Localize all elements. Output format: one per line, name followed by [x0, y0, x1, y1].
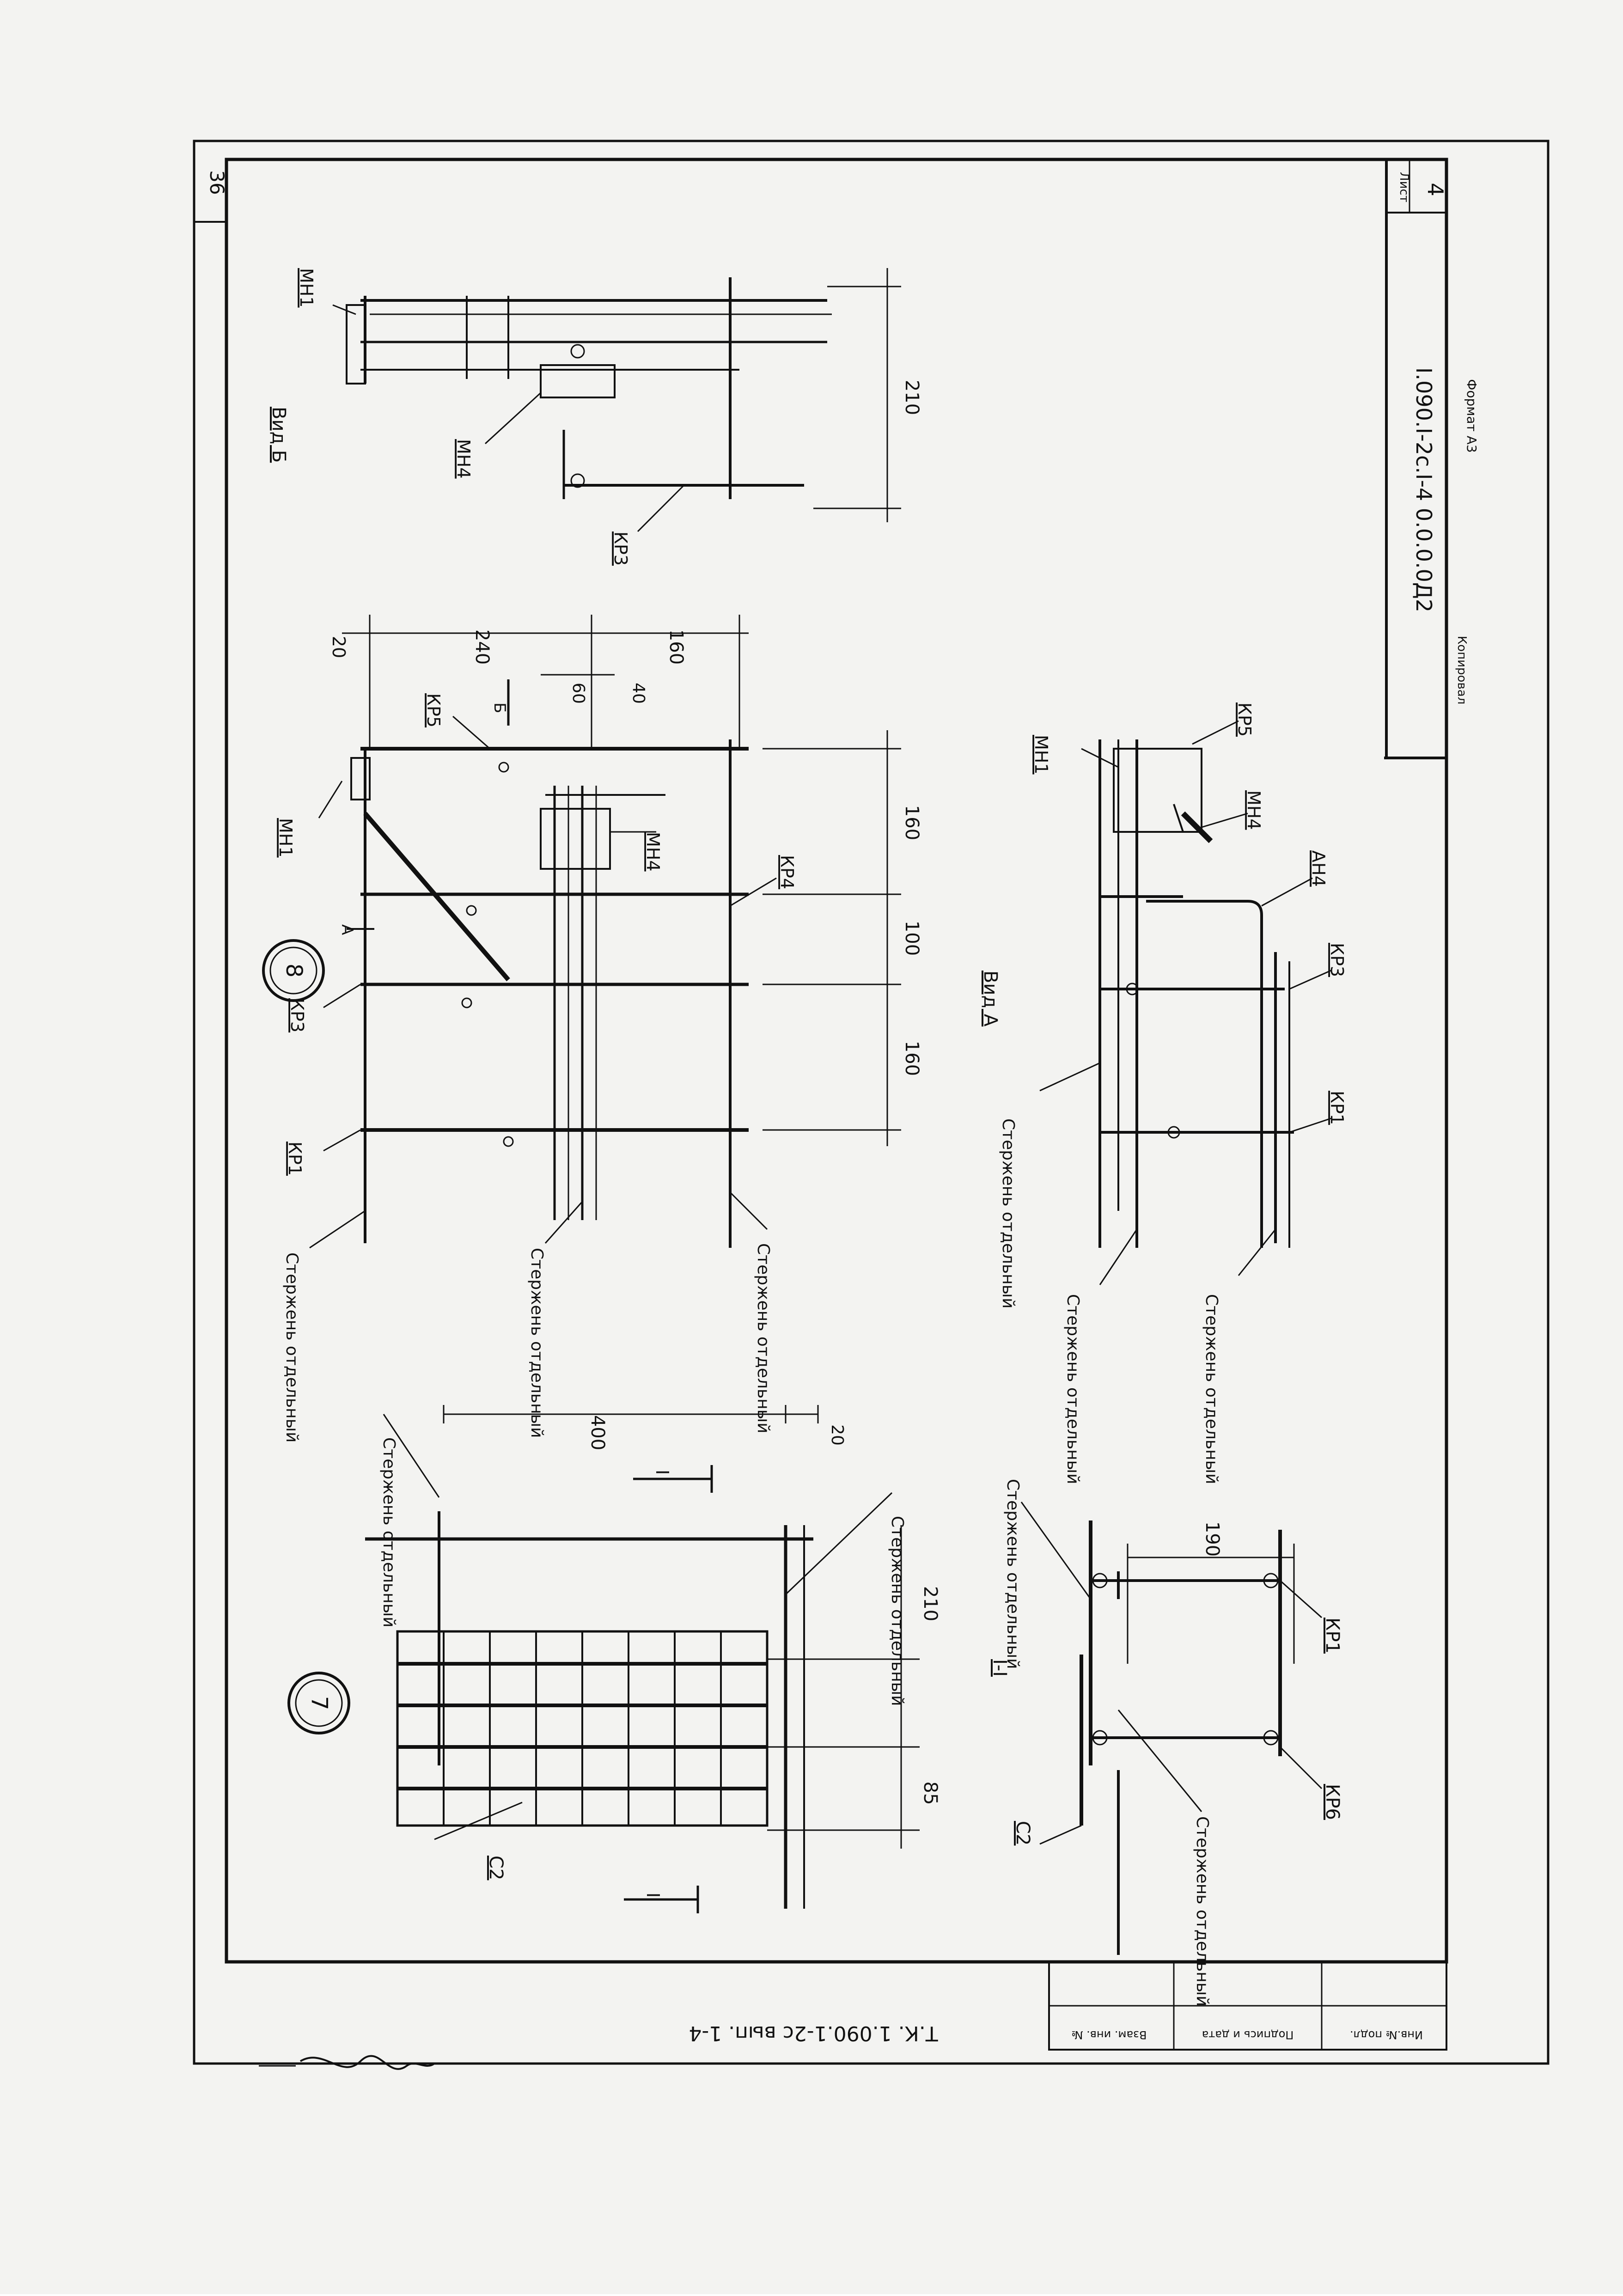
view-b-title: Вид Б: [268, 407, 289, 463]
corner-sheet-number: 36: [206, 170, 228, 195]
title-block: [1384, 159, 1479, 758]
section-I-I: [989, 1479, 1343, 2007]
sheet-label: Лист: [1397, 172, 1411, 202]
dim-60: 60: [569, 683, 588, 704]
stamp-col1: Инв.№ подл.: [1350, 2028, 1423, 2041]
mn4-plate: [541, 809, 610, 869]
sheet-number: 4: [1423, 183, 1448, 196]
section-kp1-label: КР1: [1322, 1618, 1343, 1654]
d8-mn1-label: МН1: [275, 818, 296, 858]
view-b-mn1-plate: [347, 305, 365, 384]
d8-kp3-label: КР3: [287, 998, 307, 1033]
document-code: I.090.I-2c.I-4 0.0.0.0Д2: [1411, 367, 1436, 613]
inner-frame: [226, 159, 1446, 1962]
view-b-arrow-label: Б: [490, 702, 509, 714]
va-rod-2: Стержень отдельный: [1063, 1294, 1082, 1484]
vb-mn4-label: МН4: [453, 439, 474, 479]
view-A: [980, 702, 1347, 1484]
dim-190: 190: [1202, 1521, 1223, 1557]
stamp-col2: Подпись и дата: [1202, 2028, 1294, 2041]
d8-mn4-label: МН4: [643, 832, 663, 872]
vb-dim-210: 210: [901, 379, 922, 415]
section-mesh-label: С2: [1012, 1821, 1033, 1846]
detail-8: [263, 615, 922, 1443]
vb-mn1-label: МН1: [296, 268, 317, 308]
section-title: I-I: [989, 1659, 1010, 1677]
dim-210: 210: [920, 1586, 941, 1622]
view-a-title: Вид А: [980, 971, 1001, 1027]
mesh-c2: [397, 1631, 767, 1826]
dim-160-b: 160: [901, 1040, 922, 1076]
va-kp5-label: КР5: [1234, 702, 1255, 737]
dim-160-a: 160: [901, 805, 922, 841]
dim-400: 400: [587, 1415, 608, 1451]
dim-85: 85: [920, 1781, 941, 1805]
d8-rod-1: Стержень отдельный: [282, 1252, 301, 1443]
va-rod-1: Стержень отдельный: [999, 1118, 1018, 1309]
va-kp1-label: КР1: [1327, 1091, 1347, 1125]
d8-rod-2: Стержень отдельный: [527, 1248, 546, 1438]
view-B: [268, 268, 922, 566]
va-kp3-label: КР3: [1327, 943, 1347, 977]
detail-7-rod-label-top: Стержень отдельный: [379, 1437, 398, 1628]
dim-240: 240: [471, 629, 493, 665]
section-rod-label-b: Стержень отдельный: [1193, 1816, 1212, 2007]
va-mn4-label: МН4: [1244, 790, 1264, 830]
detail-7: [289, 1405, 941, 1913]
view-a-arrow-label: А: [338, 924, 356, 935]
detail-7-mesh-label: С2: [485, 1856, 506, 1881]
copied-label: Копировал: [1455, 635, 1469, 705]
dim-100: 100: [901, 920, 922, 956]
dim-40: 40: [629, 683, 648, 704]
dim-20-top: 20: [329, 635, 349, 659]
section-kp6-label: КР6: [1322, 1784, 1343, 1820]
detail-7-rod-label-bottom: Стержень отдельный: [888, 1516, 907, 1706]
va-rod-3: Стержень отдельный: [1202, 1294, 1221, 1484]
detail-8-number: 8: [281, 963, 307, 978]
va-mn1-label: МН1: [1031, 735, 1051, 775]
format-label: Формат А3: [1464, 379, 1479, 453]
section-mark-top: I: [652, 1470, 672, 1475]
va-an4-label: АН4: [1308, 850, 1329, 887]
d8-kp5-label: КР5: [423, 693, 444, 728]
section-mark-bottom: I: [643, 1893, 663, 1898]
stamp-col3: Взам. инв. №: [1071, 2028, 1147, 2041]
side-stamp: [689, 1962, 1446, 2050]
mn1-plate: [351, 758, 370, 800]
d8-kp4-label: КР4: [777, 855, 797, 890]
series-label: Т.К. 1.090.1-2с вып. 1-4: [689, 2021, 938, 2045]
d8-kp1-label: КР1: [285, 1142, 305, 1176]
dim-20: 20: [828, 1424, 847, 1446]
dim-160-c: 160: [665, 629, 687, 665]
vb-kp3-label: КР3: [610, 531, 631, 566]
section-rod-label-a: Стержень отдельный: [1003, 1479, 1022, 1669]
detail-7-number: 7: [306, 1696, 332, 1710]
d8-rod-3: Стержень отдельный: [754, 1243, 773, 1434]
